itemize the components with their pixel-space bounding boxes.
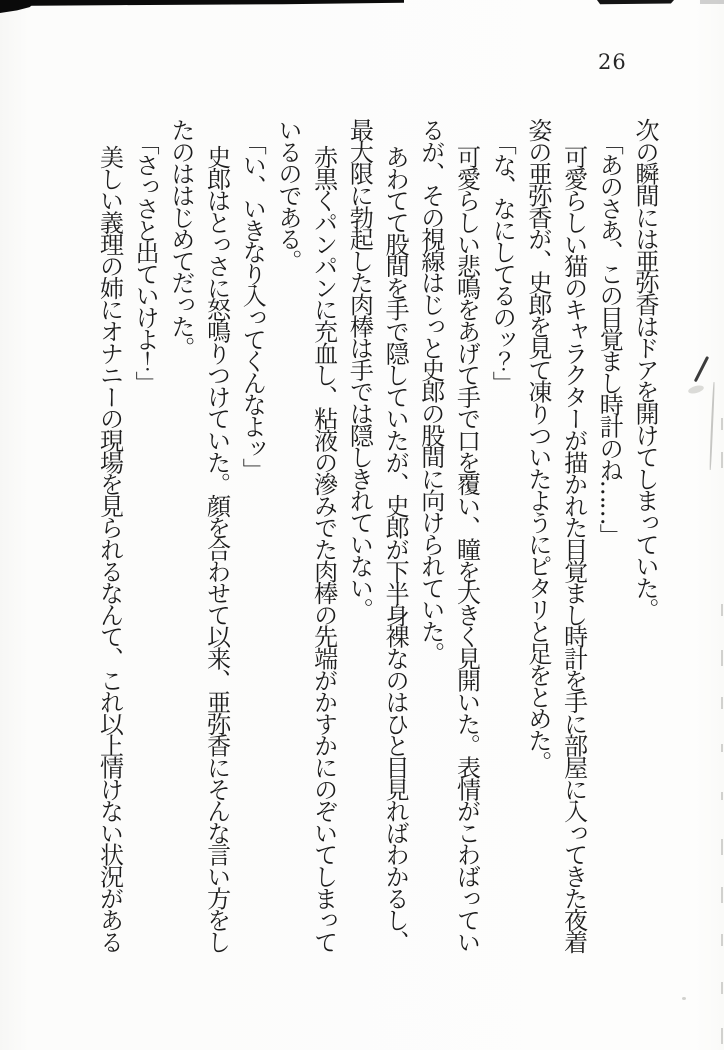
text-line: 「さっさと出ていけよ！」 — [131, 131, 160, 393]
scan-artifact-edge-dash — [721, 418, 723, 430]
scan-artifact-edge-dash — [721, 982, 723, 994]
page-number: 26 — [598, 50, 627, 74]
paragraph — [626, 118, 662, 958]
paragraph — [162, 118, 233, 958]
scan-artifact-edge-dash — [721, 452, 723, 468]
paragraph — [341, 118, 412, 958]
scan-artifact-top-right-gray — [700, 0, 724, 4]
text-line: いるのである。 — [273, 118, 302, 271]
text-line: 美しい義理の姉にオナニーの現場を見られるなんて、これ以上情けない状況がある — [95, 145, 124, 952]
text-block — [90, 118, 662, 958]
text-line: 赤黒くパンパンに充血し、粘液の滲みでた肉棒の先端がかすかにのぞいてしまって — [309, 145, 338, 952]
text-line: あわてて股間を手で隠していたが、史郎が下半身裸なのはひと目見ればわかるし、 — [381, 145, 410, 952]
scan-artifact-speck — [682, 997, 686, 1000]
scan-artifact-smudge — [687, 384, 704, 395]
text-line: 次の瞬間には亜弥香はドアを開けてしまっていた。 — [631, 118, 659, 620]
paragraph — [269, 118, 340, 958]
scan-artifact-edge-dash — [721, 697, 723, 709]
text-line: 史郎はとっさに怒鳴りつけていた。顔を合わせて以来、亜弥香にそんな言い方をし — [202, 145, 231, 952]
text-line: 最大限に勃起した肉棒は手では隠しきれていない。 — [345, 118, 374, 620]
scan-artifact-edge-dash — [721, 744, 723, 752]
text-line: 「い、いきなり入ってくんなよッ」 — [238, 131, 267, 480]
scan-artifact-edge-dash — [721, 934, 723, 946]
scan-artifact-vertical-line — [709, 382, 714, 470]
scan-artifact-edge-dash — [721, 887, 723, 903]
text-line: 可愛らしい猫のキャラクターが描かれた目覚まし時計を手に部屋に入ってきた夜着 — [559, 145, 588, 952]
scan-artifact-top-left-corner — [0, 0, 38, 13]
scan-artifact-edge-dash — [721, 650, 723, 666]
paragraph — [412, 118, 483, 958]
text-line: 可愛らしい悲鳴をあげて手で口を覆い、瞳を大きく見開いた。表情がこわばってい — [452, 145, 481, 952]
scan-artifact-top-edge-right — [597, 0, 674, 5]
text-line: たのははじめてだった。 — [166, 118, 195, 358]
scan-artifact-diagonal-mark — [694, 356, 709, 382]
paragraph — [126, 118, 162, 958]
paragraph — [483, 118, 519, 958]
scan-artifact-edge-dash — [721, 839, 723, 855]
paragraph — [519, 118, 590, 958]
text-line: るが、その視線はじっと史郎の股間に向けられていた。 — [416, 118, 445, 664]
text-line: 「な、なにしてるのッ？」 — [488, 131, 517, 393]
text-line: 姿の亜弥香が、史郎を見て凍りついたようにピタリと足をとめた。 — [523, 118, 552, 773]
scan-artifact-edge-dash — [721, 792, 723, 800]
paragraph — [234, 118, 270, 958]
scan-artifact-edge-dash — [721, 1028, 723, 1044]
scan-artifact-top-edge-left — [0, 0, 404, 6]
paragraph — [591, 118, 627, 958]
scan-artifact-edge-dash — [721, 604, 723, 616]
paragraph — [91, 118, 127, 958]
text-line: 「あのさあ、この目覚まし時計のね……」 — [595, 131, 624, 546]
